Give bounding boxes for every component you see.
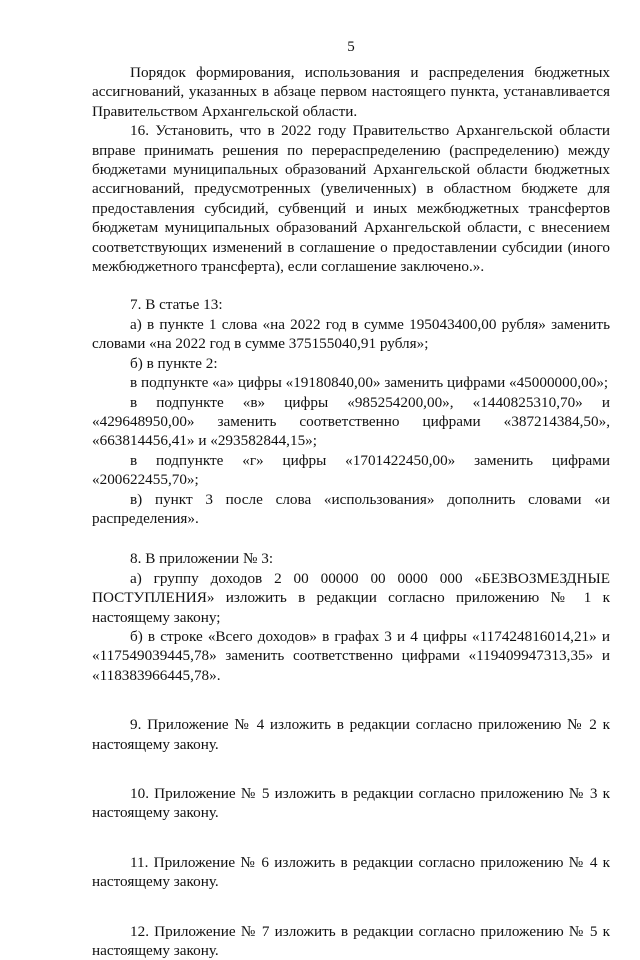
- paragraph-subitem-a: в подпункте «а» цифры «19180840,00» заменить цифрами «45000000,00»;: [130, 374, 609, 392]
- paragraph-article-13-heading: 7. В статье 13:: [130, 296, 223, 314]
- paragraph-allocation-procedure: Порядок формирования, использования и распределения бюджетных ассигнований, указанных в абзаце первом настоящего пункта, устанавливается Правительством Архангельской области.: [92, 64, 610, 120]
- paragraph-appendix-3-a: а) группу доходов 2 00 00000 00 0000 000 «БЕЗВОЗМЕЗДНЫЕ ПОСТУПЛЕНИЯ» изложить в редакции согласно приложению № 1 к настоящему закону;: [92, 569, 610, 626]
- spacer: [92, 823, 610, 853]
- document-body: [92, 63, 610, 960]
- page-number: 5: [347, 39, 355, 55]
- paragraph-article-13-a: а) в пункте 1 слова «на 2022 год в сумме 195043400,00 рубля» заменить словами «на 2022 год в сумме 375155040,91 рубля»;: [92, 315, 610, 353]
- paragraph-item-12: 12. Приложение № 7 изложить в редакции согласно приложению № 5 к настоящему закону.: [92, 922, 610, 960]
- paragraph-item-16: 16. Установить, что в 2022 году Правительство Архангельской области вправе принимать решения по перераспределению (распределению) между бюджетами муниципальных образований Архангельской области бюджетных ассигнований, предусмотренных (увеличенных) в областном бюджете для предоставления субсидий, субвенций и иных межбюджетных трансфертов бюджетам муниципальных образований Архангельской области, с внесением соответствующих изменений в соглашение о предоставлении субсидии (иного межбюджетного трансферта), если соглашение заключено.».: [92, 122, 610, 276]
- paragraph-item-11: 11. Приложение № 6 изложить в редакции согласно приложению № 4 к настоящему закону.: [92, 853, 610, 891]
- paragraph-item-10: 10. Приложение № 5 изложить в редакции согласно приложению № 3 к настоящему закону.: [92, 785, 610, 822]
- spacer: [92, 528, 610, 549]
- spacer: [92, 754, 610, 784]
- paragraph-article-13-b: б) в пункте 2:: [130, 354, 218, 372]
- paragraph-subitem-v: в подпункте «в» цифры «985254200,00», «1440825310,70» и «429648950,00» заменить соответственно цифрами «387214384,50», «663814456,41» и «293582844,15»;: [92, 393, 610, 450]
- spacer: [92, 685, 610, 715]
- paragraph-appendix-3-b: б) в строке «Всего доходов» в графах 3 и 4 цифры «117424816014,21» и «117549039445,78» заменить соответственно цифрами «119409947313,35» и «118383966445,78».: [92, 627, 610, 684]
- spacer: [92, 276, 610, 295]
- paragraph-subitem-g: в подпункте «г» цифры «1701422450,00» заменить цифрами «200622455,70»;: [92, 451, 610, 489]
- paragraph-item-9: 9. Приложение № 4 изложить в редакции согласно приложению № 2 к настоящему закону.: [92, 716, 610, 753]
- paragraph-article-13-v: в) пункт 3 после слова «использования» дополнить словами «и распределения».: [92, 490, 610, 527]
- paragraph-appendix-3-heading: 8. В приложении № 3:: [130, 550, 274, 568]
- spacer: [92, 892, 610, 922]
